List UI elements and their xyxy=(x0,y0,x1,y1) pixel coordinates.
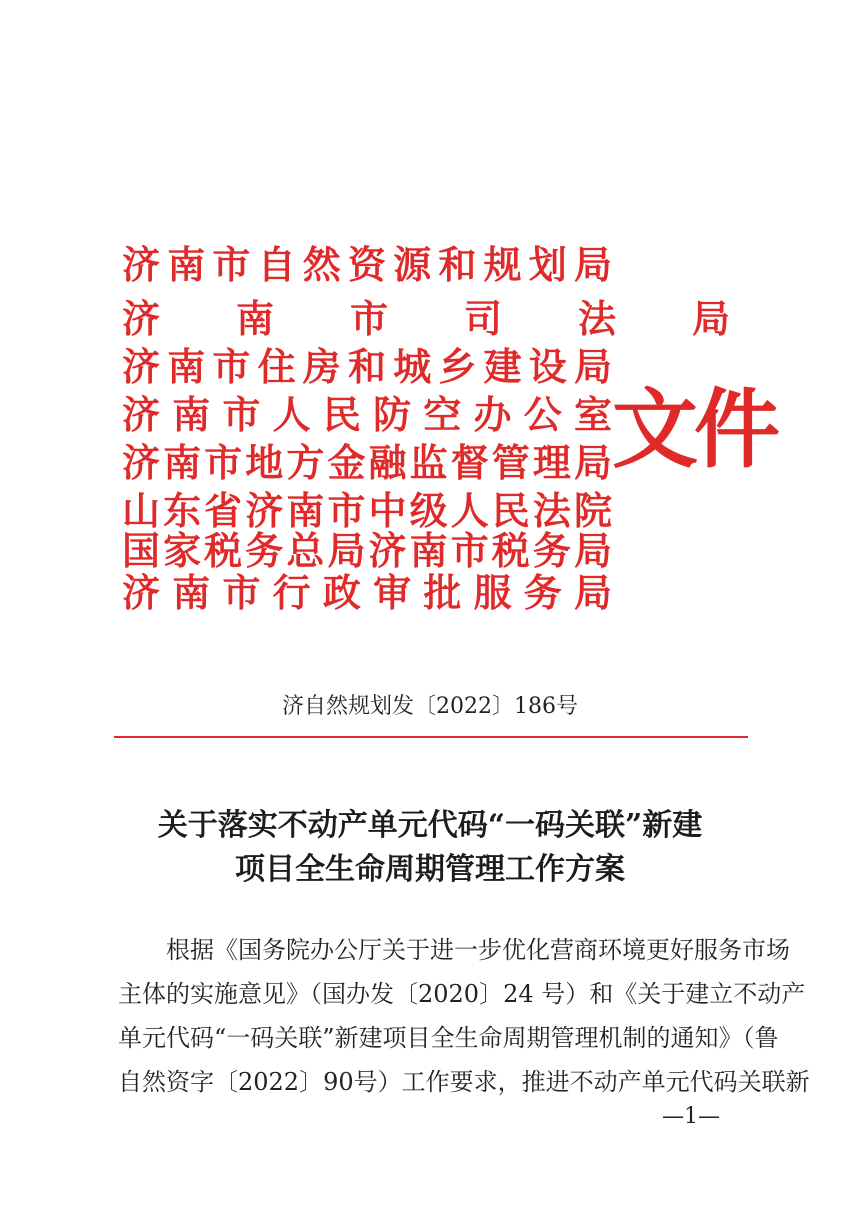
body-paragraph-line-1: 根据《国务院办公厅关于进一步优化营商环境更好服务市场 xyxy=(118,936,790,964)
document-number: 济自然规划发〔2022〕186号 xyxy=(282,694,578,719)
issuer-tax-bureau: 国家税务总局济南市税务局 xyxy=(122,528,612,573)
issuer-civil-defense: 济南市人民防空办公室 xyxy=(122,392,612,437)
page-number: —1— xyxy=(662,1104,720,1129)
body-paragraph-line-2: 主体的实施意见》（国办发〔2020〕24 号）和《关于建立不动产 xyxy=(118,980,806,1008)
document-title-line-2: 项目全生命周期管理工作方案 xyxy=(235,852,625,887)
body-paragraph-line-4: 自然资字〔2022〕90号）工作要求，推进不动产单元代码关联新 xyxy=(118,1068,810,1096)
issuer-housing: 济南市住房和城乡建设局 xyxy=(122,344,612,389)
issuer-justice: 济 南 市 司 法 局 xyxy=(122,296,731,341)
document-title-line-1: 关于落实不动产单元代码“一码关联”新建 xyxy=(157,808,703,843)
red-divider xyxy=(114,736,748,738)
document-suffix: 文件 xyxy=(612,379,776,480)
issuer-intermediate-court: 山东省济南市中级人民法院 xyxy=(122,488,612,533)
issuer-natural-resources: 济南市自然资源和规划局 xyxy=(122,242,612,287)
body-paragraph-line-3: 单元代码“一码关联”新建项目全生命周期管理机制的通知》（鲁 xyxy=(118,1024,779,1052)
issuer-financial-supervision: 济南市地方金融监督管理局 xyxy=(122,440,612,485)
issuer-administrative-approval: 济南市行政审批服务局 xyxy=(122,570,612,615)
